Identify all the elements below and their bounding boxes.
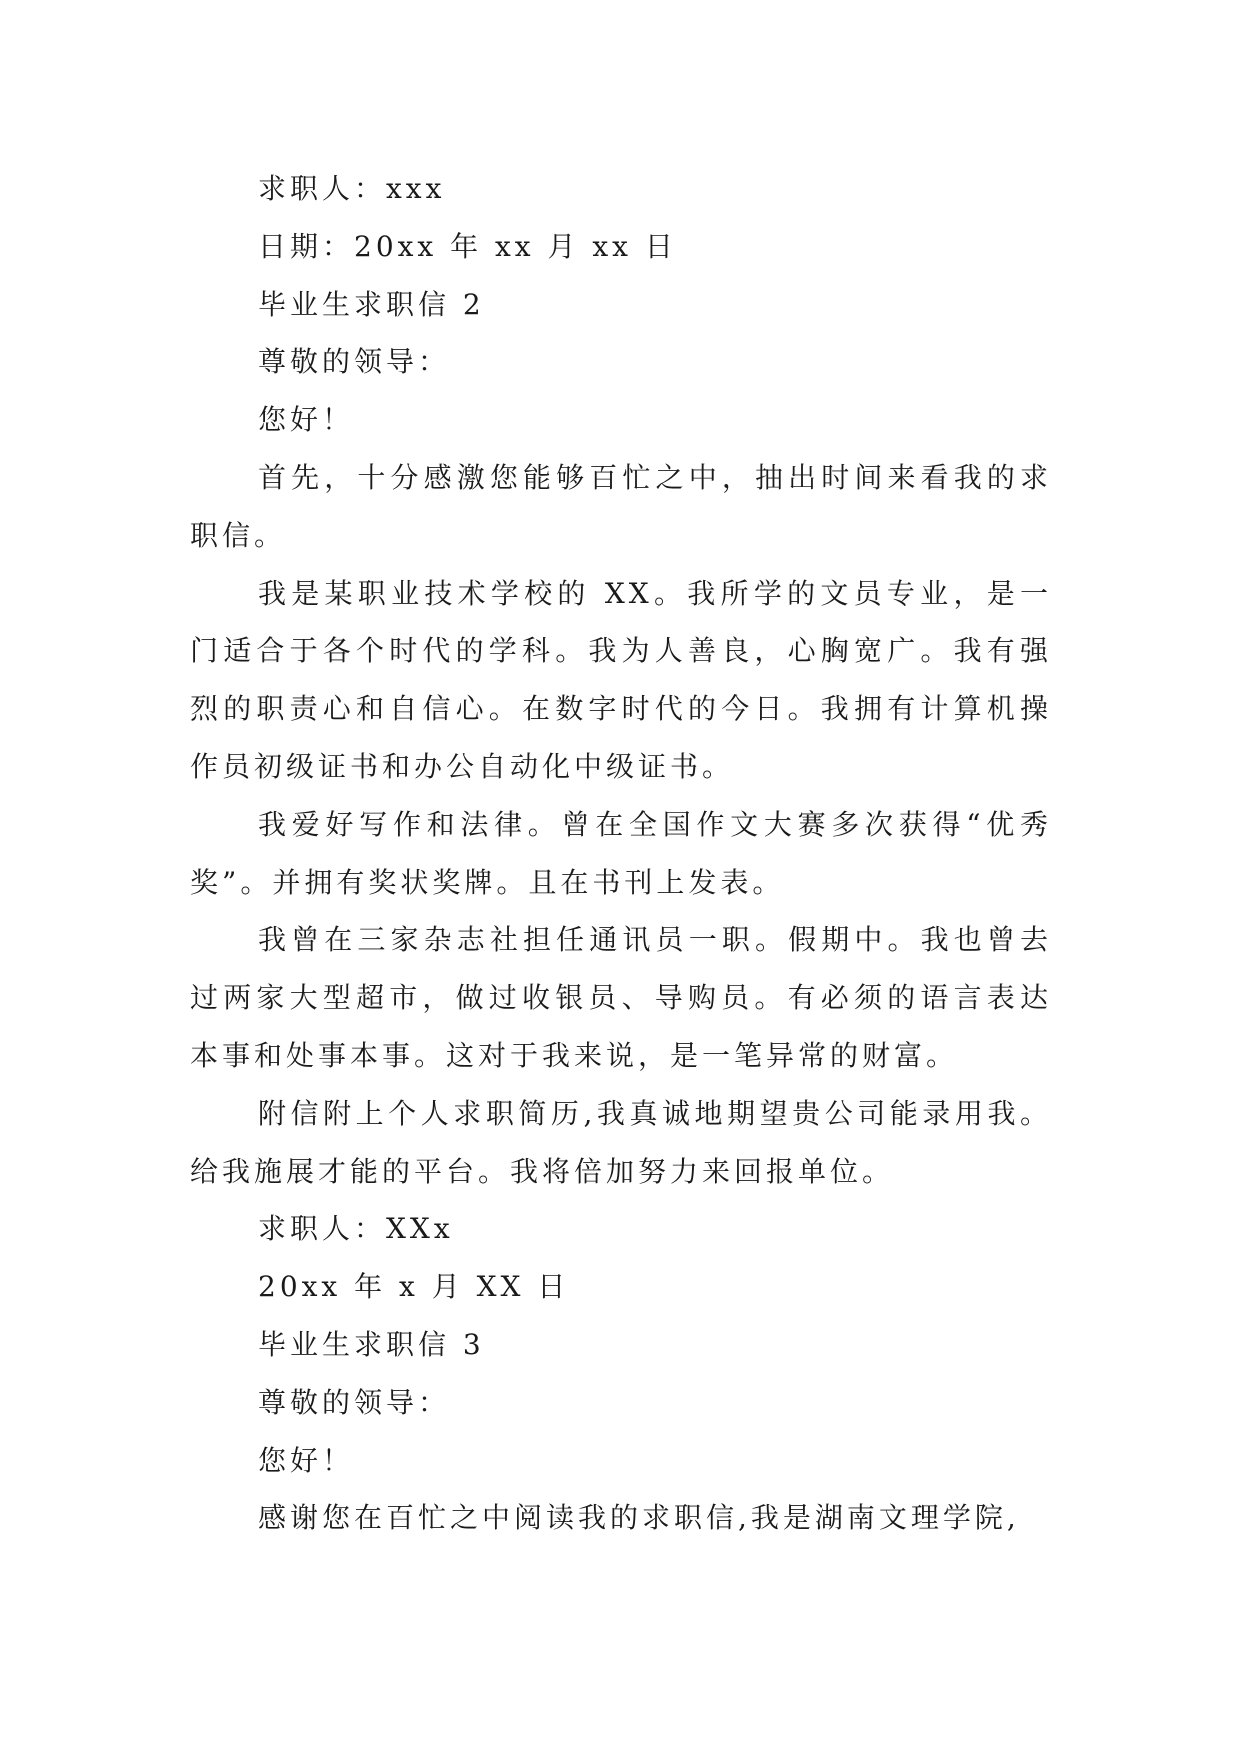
paragraph-experience: 我曾在三家杂志社担任通讯员一职。假期中。我也曾去过两家大型超市，做过收银员、导购员。有必须的语言表达本事和处事本事。这对于我来说，是一笔异常的财富。 [190, 923, 1052, 1072]
paragraph-hobbies: 我爱好写作和法律。曾在全国作文大赛多次获得“优秀奖”。并拥有奖状奖牌。且在书刊上发表。 [190, 807, 1052, 899]
greeting-2: 您好！ [258, 403, 355, 437]
letter-heading-3: 毕业生求职信 3 [258, 1327, 485, 1361]
applicant-signature-1: 求职人：xxx [258, 172, 446, 205]
document-body [190, 160, 1052, 1547]
paragraph-letter-3-opening: 感谢您在百忙之中阅读我的求职信,我是湖南文理学院, [258, 1501, 1020, 1535]
date-line-2: 20xx 年 x 月 XX 日 [258, 1270, 570, 1304]
paragraph-introduction: 我是某职业技术学校的 XX。我所学的文员专业，是一门适合于各个时代的学科。我为人善良，心胸宽广。我有强烈的职责心和自信心。在数字时代的今日。我拥有计算机操作员初级证书和办公自动化中级证书。 [190, 576, 1052, 783]
salutation-3: 尊敬的领导： [258, 1385, 451, 1419]
applicant-signature-2: 求职人：XXx [258, 1212, 454, 1246]
greeting-3: 您好！ [258, 1443, 355, 1477]
salutation-2: 尊敬的领导： [258, 345, 451, 379]
date-line-1: 日期：20xx 年 xx 月 xx 日 [258, 229, 677, 263]
paragraph-thanks: 首先，十分感激您能够百忙之中，抽出时间来看我的求职信。 [190, 460, 1052, 552]
paragraph-closing: 附信附上个人求职简历,我真诚地期望贵公司能录用我。给我施展才能的平台。我将倍加努力来回报单位。 [190, 1096, 1052, 1188]
letter-heading-2: 毕业生求职信 2 [258, 287, 485, 321]
